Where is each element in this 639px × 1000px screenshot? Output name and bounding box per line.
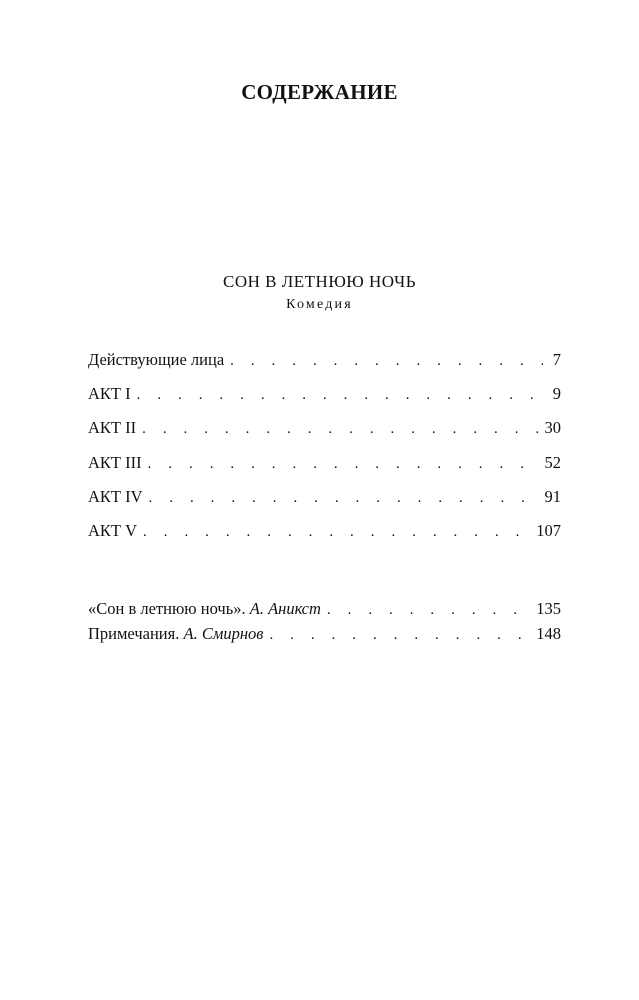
toc-page-number: 148 xyxy=(536,624,561,643)
entry-title: «Сон в летнюю ночь». xyxy=(88,599,246,618)
toc-entry-label: Действующие лица xyxy=(88,350,225,369)
page-title: СОДЕРЖАНИЕ xyxy=(241,80,398,104)
dot-leader xyxy=(149,487,539,509)
toc-entry-label: АКТ V xyxy=(88,520,138,540)
table-of-contents xyxy=(88,349,561,554)
toc-entry-label: АКТ I xyxy=(88,384,131,404)
entry-title: Примечания. xyxy=(88,624,180,643)
dot-leader xyxy=(148,453,539,475)
toc-entry-label xyxy=(88,623,263,645)
toc-entry-act-2[interactable] xyxy=(88,417,561,440)
toc-entry-essay[interactable] xyxy=(88,598,561,621)
work-genre: Комедия xyxy=(286,297,353,312)
toc-entry-label: АКТ II xyxy=(88,418,137,438)
entry-author: А. Аникст xyxy=(249,599,321,618)
dot-leader xyxy=(137,384,543,406)
dot-leader xyxy=(327,599,530,621)
dot-leader xyxy=(142,418,538,440)
toc-page-number: 52 xyxy=(544,452,561,472)
toc-page-number: 9 xyxy=(552,384,561,404)
toc-page-number: 7 xyxy=(552,350,561,369)
toc-page-number: 30 xyxy=(544,418,561,438)
toc-page-number: 91 xyxy=(544,486,561,506)
toc-entry-act-3[interactable] xyxy=(88,452,561,475)
toc-entry-label: АКТ III xyxy=(88,452,142,472)
toc-entry-act-4[interactable] xyxy=(88,486,561,509)
toc-page-number: 107 xyxy=(536,520,561,540)
toc-entry-notes[interactable] xyxy=(88,623,561,646)
dot-leader xyxy=(143,521,530,543)
toc-entry-act-1[interactable] xyxy=(88,383,561,406)
toc-page-number: 135 xyxy=(536,599,561,618)
toc-entry-act-5[interactable] xyxy=(88,520,561,543)
toc-entry-characters[interactable] xyxy=(88,349,561,372)
toc-entry-label: АКТ IV xyxy=(88,486,143,506)
dot-leader xyxy=(269,624,530,646)
dot-leader xyxy=(230,350,543,372)
work-title: СОН В ЛЕТНЮЮ НОЧЬ xyxy=(223,272,416,291)
appendix-contents xyxy=(88,598,561,648)
toc-entry-label xyxy=(88,598,321,620)
entry-author: А. Смирнов xyxy=(183,624,264,643)
